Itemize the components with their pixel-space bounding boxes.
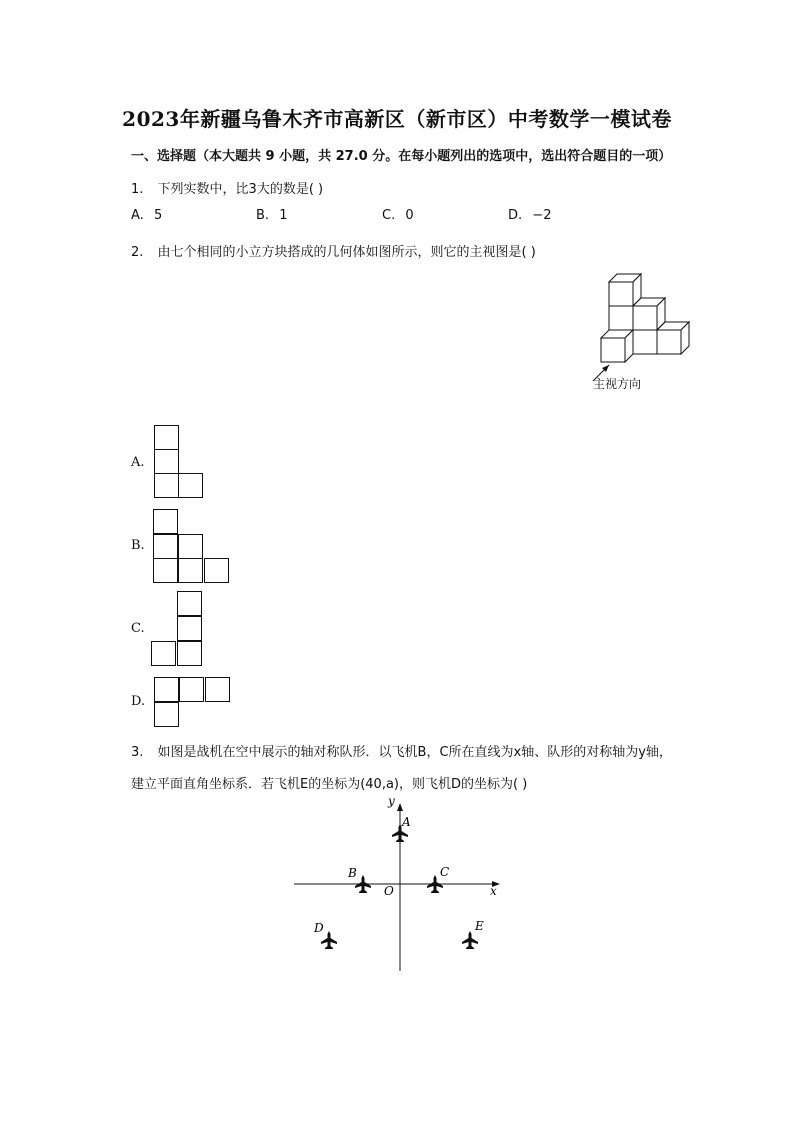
option-label: B. <box>256 208 270 223</box>
grid-cell <box>151 641 176 666</box>
option-d <box>508 208 551 223</box>
option-value: 5 <box>153 208 163 223</box>
question-text-line1: 如图是战机在空中展示的轴对称队形．以飞机B，C所在直线为x轴、队形的对称轴为y轴， <box>157 745 672 760</box>
grid-cell <box>179 677 204 702</box>
option-c-figure <box>151 591 207 667</box>
grid-cell <box>153 534 178 559</box>
plane-e-label: E <box>475 919 484 933</box>
grid-cell <box>178 534 203 559</box>
grid-cell <box>154 702 179 727</box>
grid-cell <box>177 616 202 641</box>
option-c <box>382 208 414 223</box>
plane-d-label: D <box>314 921 324 935</box>
option-value: 1 <box>279 208 288 223</box>
option-b <box>256 208 287 223</box>
grid-cell <box>154 449 179 474</box>
y-axis-label: y <box>388 795 395 808</box>
x-axis-label: x <box>490 884 497 898</box>
option-value: 0 <box>405 208 414 223</box>
question-number: 2. <box>131 245 144 260</box>
option-label: C. <box>382 208 396 223</box>
grid-cell <box>177 591 202 616</box>
plane-b-label: B <box>348 866 357 880</box>
page-title: 2023年新疆乌鲁木齐市高新区（新市区）中考数学一模试卷 <box>122 107 672 131</box>
question-number: 3. <box>131 745 144 760</box>
option-label: A. <box>131 208 144 223</box>
grid-cell <box>153 558 178 583</box>
option-d-figure <box>154 677 234 729</box>
option-a-label: A. <box>131 455 145 470</box>
grid-cell <box>204 558 229 583</box>
option-b-label: B. <box>131 538 145 553</box>
grid-cell <box>178 473 203 498</box>
plane-c-label: C <box>440 865 450 879</box>
option-d-label: D. <box>131 694 146 709</box>
grid-cell <box>177 641 202 666</box>
question-2 <box>131 241 536 260</box>
question-text: 下列实数中，比3大的数是( ) <box>157 182 324 197</box>
plane-e-icon <box>462 931 478 949</box>
option-c-label: C. <box>131 621 145 636</box>
option-a-figure <box>154 425 214 505</box>
question-3-line2: 建立平面直角坐标系．若飞机E的坐标为(40,a)，则飞机D的坐标为( ) <box>131 777 528 792</box>
grid-cell <box>154 473 179 498</box>
section-heading: 一、选择题（本大题共 9 小题，共 27.0 分。在每小题列出的选项中，选出符合题目的一项） <box>131 149 672 164</box>
grid-cell <box>154 677 179 702</box>
origin-label: O <box>384 884 394 898</box>
coordinate-figure <box>290 795 510 975</box>
question-number: 1. <box>131 182 144 197</box>
option-label: D. <box>508 208 523 223</box>
option-a <box>131 208 162 223</box>
grid-cell <box>178 558 203 583</box>
grid-cell <box>153 509 178 534</box>
question-1 <box>131 178 323 197</box>
option-b-figure <box>153 509 233 589</box>
plane-a-label: A <box>402 815 411 829</box>
question-3 <box>131 741 672 760</box>
grid-cell <box>154 425 179 450</box>
question-text: 由七个相同的小立方块搭成的几何体如图所示，则它的主视图是( ) <box>157 245 536 260</box>
grid-cell <box>205 677 230 702</box>
figure-caption: 主视方向 <box>593 377 642 391</box>
option-value: −2 <box>532 208 552 223</box>
